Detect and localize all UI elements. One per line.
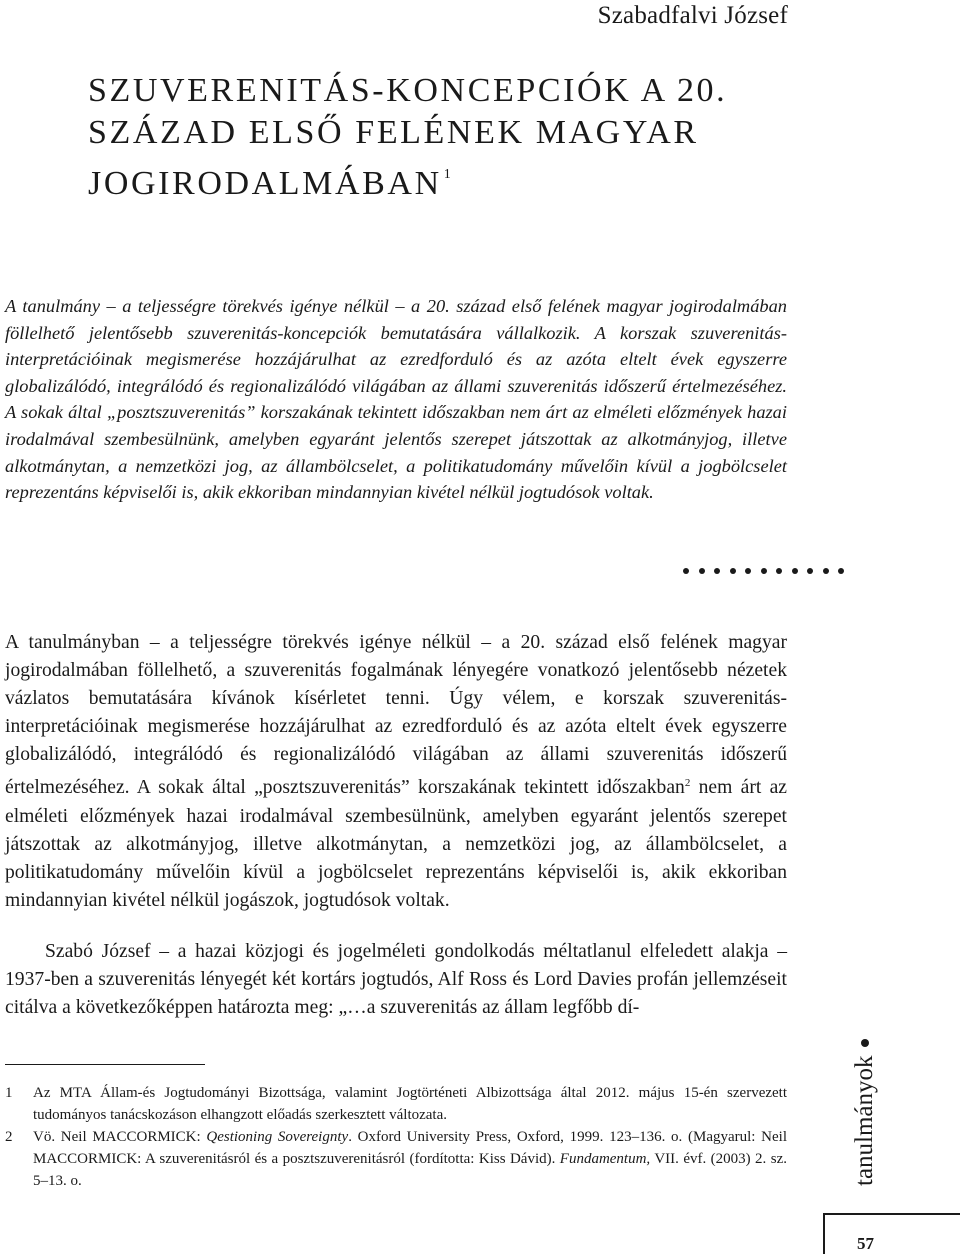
- footnote-number: 2: [5, 1129, 13, 1145]
- section-sidebar: [848, 1036, 882, 1186]
- footnote-rule: [5, 1064, 205, 1065]
- author-name: Szabadfalvi József: [597, 2, 788, 29]
- footnote-book-title: Qestioning Sovereignty: [206, 1129, 349, 1145]
- footnote-2: [5, 1126, 787, 1192]
- section-label: [848, 1039, 882, 1186]
- section-label-text: tanulmányok: [851, 1055, 878, 1186]
- separator-dot: [745, 568, 751, 574]
- footnote-text-part: Vö. Neil MACCORMICK:: [33, 1129, 207, 1145]
- separator-dot: [730, 568, 736, 574]
- separator-dot: [699, 568, 705, 574]
- footnote-journal-title: Fundamentum,: [559, 1151, 651, 1167]
- footnote-1: [5, 1082, 787, 1126]
- body-paragraph-1: [5, 629, 787, 915]
- article-title: [88, 70, 808, 205]
- separator-dot: [807, 568, 813, 574]
- footnote-text-part: VII. évf. (2003) 2. sz. 5–13. o.: [33, 1151, 787, 1189]
- footnote-text: Az MTA Állam-és Jogtudományi Bizottsága, valamint Jogtörténeti Albizottsága által 2012. május 15-én szervezett tudományos tanácskozáson elhangzott előadás szerkesztett változata.: [33, 1085, 787, 1123]
- title-footnote-ref[interactable]: 1: [443, 167, 451, 182]
- abstract: A tanulmány – a teljességre törekvés igénye nélkül – a 20. század első felének magyar jogirodalmában föllelhető jelentősebb szuverenitás-koncepciók bemutatására vállalkozik. A korszak szuverenitás-interpretációinak megismerése hozzájárulhat az ezredforduló és az azóta eltelt évek egyszerre globalizálódó, integrálódó és regionalizálódó világában az állami szuverenitás időszerű értelmezéséhez. A sokak által „posztszuverenitás” korszakának tekintett időszakban nem árt az elméleti előzmények hazai irodalmával szembesülnünk, amelyben egyaránt jelentős szerepet játszottak az alkotmányjog, illetve alkotmánytan, a nemzetközi jog, az állambölcselet, a politikatudomány művelőin kívül a jogbölcselet reprezentáns képviselői is, akik ekkoriban mindannyian kivétel nélkül jogtudósok voltak.: [5, 296, 787, 503]
- section-separator-dots: [683, 568, 844, 574]
- separator-dot: [776, 568, 782, 574]
- body-paragraph-1-part-a: A tanulmányban – a teljességre törekvés igénye nélkül – a 20. század első felének magyar jogirodalmában föllelhető, a szuverenitás fogalmának lényegére vonatkozó jelentősebb nézetek vázlatos bemutatására kívánok kísérletet tenni. Úgy vélem, e korszak szuverenitás-interpretációinak megismerése hozzájárulhat az ezredforduló és az azóta eltelt évek egyszerre globalizálódó, integrálódó és regionalizálódó világában az állami szuverenitás időszerű értelmezéséhez. A sokak által „posztszuverenitás” korszakának tekintett időszakban: [5, 632, 787, 799]
- separator-dot: [761, 568, 767, 574]
- separator-dot: [683, 568, 689, 574]
- bullet-dot-icon: [861, 1039, 869, 1047]
- body-paragraph-2: Szabó József – a hazai közjogi és jogelméleti gondolkodás méltatlanul elfeledett alakja – 1937-ben a szuverenitás lényegét két kortárs jogtudós, Alf Ross és Lord Davies profán jellemzéseit citálva a következőképpen határozta meg: „…a szuverenitás az állam legfőbb dí-: [5, 941, 787, 1019]
- separator-dot: [792, 568, 798, 574]
- body-paragraph-1-part-b: nem árt az elméleti előzmények hazai irodalmával szembesülnünk, amelyben egyaránt jelentős szerepet játszottak az alkotmányjog, illetve alkotmánytan, a nemzetközi jog, az állambölcselet, a politikatudomány művelőin kívül a jogbölcselet reprezentáns képviselői is, akik ekkoriban mindannyian kivétel nélkül jogászok, jogtudósok voltak.: [5, 777, 787, 911]
- footnote-text-part: . Oxford University Press, Oxford, 1999. 123–136. o. (Magyarul: Neil MACCORMICK: A szuverenitásról és a posztszuverenitásról (fordította: Kiss Dávid).: [33, 1129, 788, 1167]
- footnote-ref-2[interactable]: 2: [684, 777, 691, 790]
- footnote-number: 1: [5, 1085, 13, 1101]
- article-title-text: SZUVERENITÁS-KONCEPCIÓK A 20. SZÁZAD ELSŐ FELÉNEK MAGYAR JOGIRODALMÁBAN: [88, 72, 728, 202]
- footnote-text: [33, 1126, 787, 1192]
- separator-dot: [823, 568, 829, 574]
- separator-dot: [714, 568, 720, 574]
- page-number: 57: [857, 1234, 874, 1253]
- page-number-frame: [823, 1213, 960, 1254]
- separator-dot: [838, 568, 844, 574]
